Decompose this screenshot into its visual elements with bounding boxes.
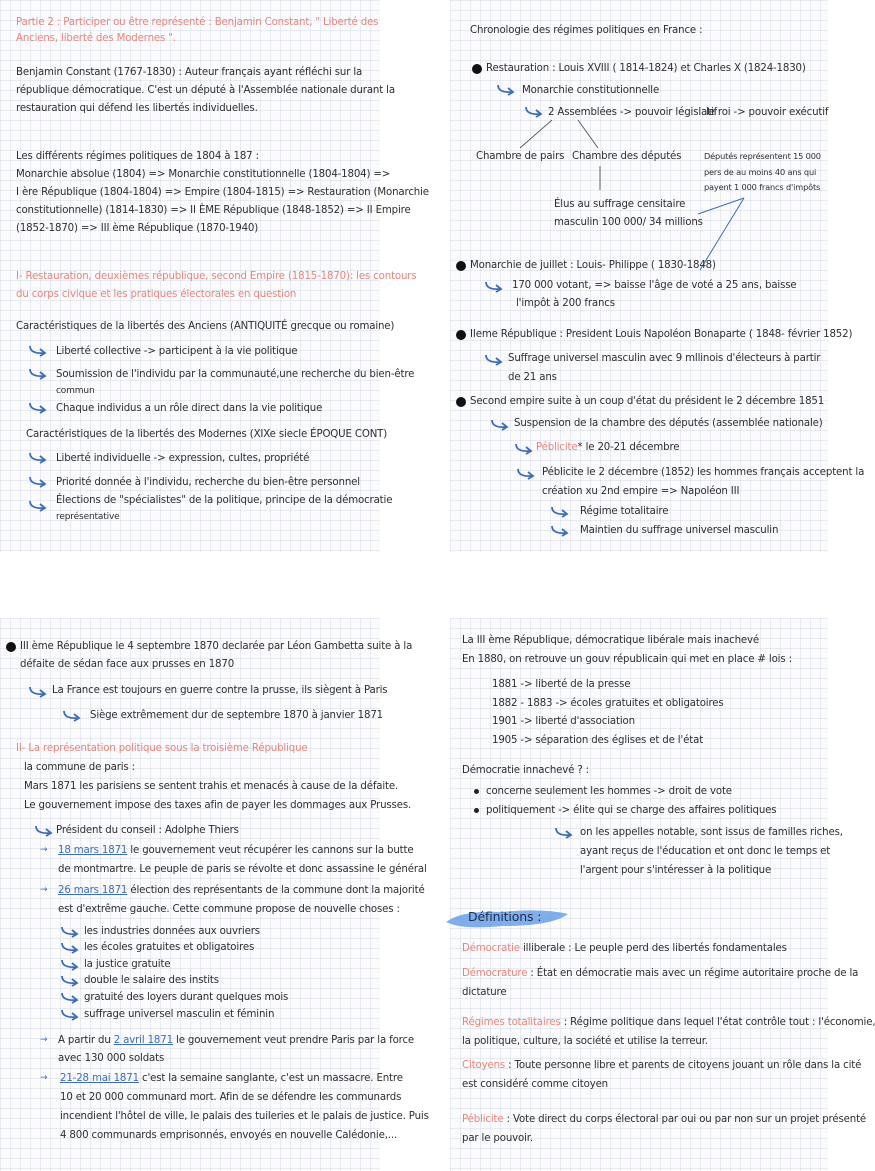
curved-arrow-icon <box>28 402 48 414</box>
curved-arrow-icon <box>60 959 80 971</box>
monarchie-juillet-heading: Monarchie de juillet : Louis- Philippe ( 1830-1848) <box>470 260 716 271</box>
curved-arrow-icon <box>514 443 534 455</box>
definition-text: illiberale : Le peuple perd des libertés fondamentales <box>519 943 787 954</box>
event-18-mars <box>58 844 413 857</box>
curved-arrow-icon <box>550 506 570 518</box>
anciens-item-1: Liberté collective -> participent à la vie politique <box>56 346 298 357</box>
regimes-line2: Monarchie absolue (1804) => Monarchie constitutionnelle (1804-1804) => <box>16 169 391 180</box>
anciens-item-2: Soumission de l'individu par la communauté,une recherche du bien-être <box>56 369 415 380</box>
definition-citoyens <box>462 1059 861 1072</box>
guerre-prusse: La France est toujours en guerre contre la prusse, ils siègent à Paris <box>52 685 388 696</box>
event-2-avril-text: le gouvernement veut prendre Paris par la force <box>172 1035 415 1046</box>
event-2-avril <box>58 1034 414 1047</box>
event-21-mai-line3: incendient l'hôtel de ville, le palais des tuileries et le palais de justice. Puis <box>60 1111 429 1122</box>
definition-text: : Régime politique dans lequel l'état contrôle tout : l'économie, <box>560 1017 875 1028</box>
deux-assemblees: 2 Assemblées -> pouvoir législatif <box>548 107 718 118</box>
small-arrow-icon: → <box>40 1035 48 1045</box>
commune-measure: la justice gratuite <box>84 959 171 970</box>
president-conseil: Président du conseil : Adolphe Thiers <box>56 825 239 836</box>
monarchie-constitutionnelle: Monarchie constitutionnelle <box>522 85 660 96</box>
small-arrow-icon: → <box>40 885 48 895</box>
date-18-mars: 18 mars 1871 <box>58 845 128 856</box>
second-empire-heading: Second empire suite à un coup d'état du président le 2 décembre 1851 <box>470 396 825 407</box>
commune-measure: les écoles gratuites et obligatoires <box>84 942 255 953</box>
iii-intro-line1: La III ème République, démocratique libérale mais inachevé <box>462 635 760 646</box>
loi-item: 1881 -> liberté de la presse <box>492 679 631 690</box>
anciens-title: Caractéristiques de la libertés des Anciens (ANTIQUITÉ grecque ou romaine) <box>16 321 395 332</box>
event-21-mai-line2: 10 et 20 000 communard mort. Afin de se défendre les communards <box>60 1092 402 1103</box>
event-2-avril-prefix: A partir du <box>58 1035 114 1046</box>
commune-measure: gratuité des loyers durant quelques mois <box>84 992 289 1003</box>
curved-arrow-icon <box>28 476 48 488</box>
commune-title: la commune de paris : <box>24 762 135 773</box>
chronologie-title: Chronologie des régimes politiques en France : <box>470 25 703 36</box>
deputes-note-line3: payent 1 000 francs d'impôts <box>704 182 821 192</box>
date-21-28-mai: 21-28 mai 1871 <box>60 1073 139 1084</box>
date-2-avril: 2 avril 1871 <box>113 1035 173 1046</box>
chambre-deputes: Chambre des députés <box>572 151 682 162</box>
definition-term: Démocratie <box>462 943 520 954</box>
notes-page-2 <box>450 0 865 552</box>
curved-arrow-icon <box>60 1009 80 1021</box>
small-arrow-icon: → <box>40 845 48 855</box>
curved-arrow-icon <box>28 686 48 698</box>
notes-page-1 <box>0 0 429 552</box>
event-26-mars-line2: est d'extrême gauche. Cette commune propose de nouvelle choses : <box>58 904 400 915</box>
deputes-note-line1: Députés représentent 15 000 <box>704 151 821 161</box>
modernes-title: Caractéristiques de la libertés des Modernes (XIXe siecle ÉPOQUE CONT) <box>26 429 388 440</box>
anciens-item-2-cont: commun <box>56 386 95 396</box>
mars-line2: Le gouvernement impose des taxes afin de payer les dommages aux Prusses. <box>24 800 412 811</box>
section1-title-line1: I- Restauration, deuxièmes république, second Empire (1815-1870): les contours <box>16 271 417 282</box>
suspension: Suspension de la chambre des députés (assemblée nationale) <box>514 418 823 429</box>
definition-term: Citoyens <box>462 1060 506 1071</box>
elus-line2: masculin 100 000/ 34 millions <box>554 217 703 228</box>
iii-intro-line2: En 1880, on retrouve un gouv républicain qui met en place # lois : <box>462 654 792 665</box>
roi-executif: le roi -> pouvoir exécutif <box>706 107 829 118</box>
votant-line2: l'impôt à 200 francs <box>516 298 615 309</box>
regime-totalitaire: Régime totalitaire <box>580 506 669 517</box>
definition-plebiscite <box>462 1113 866 1126</box>
definition-democratie <box>462 942 787 955</box>
iii-republique-line1: III ème République le 4 septembre 1870 declarée par Léon Gambetta suite à la <box>20 641 413 652</box>
commune-measure: suffrage universel masculin et féminin <box>84 1009 275 1020</box>
event-2-avril-line2: avec 130 000 soldats <box>58 1053 165 1064</box>
deputes-note-line2: pers de au moins 40 ans qui <box>704 167 817 177</box>
definition-democrature-line2: dictature <box>462 987 507 998</box>
part-title-line2: Anciens, liberté des Modernes ". <box>16 33 176 44</box>
curved-arrow-icon <box>28 452 48 464</box>
definition-term: Péblicite <box>462 1114 504 1125</box>
modernes-item-3: Élections de "spécialistes" de la politique, principe de la démocratie <box>56 495 393 506</box>
plebiscite2-line1: Péblicite le 2 décembre (1852) les hommes français acceptent la <box>542 467 865 478</box>
section2-title: II- La représentation politique sous la troisième République <box>16 743 308 754</box>
curved-arrow-icon <box>60 926 80 938</box>
small-arrow-icon: → <box>40 1073 48 1083</box>
commune-measure: double le salaire des instits <box>84 975 219 986</box>
curved-arrow-icon <box>34 825 54 837</box>
notable-line2: ayant reçus de l'éducation et ont donc le temps et <box>580 846 831 857</box>
regimes-title: Les différents régimes politiques de 1804 à 187 : <box>16 151 259 162</box>
curved-arrow-icon <box>550 525 570 537</box>
definition-text: : Toute personne libre et parents de citoyens jouant un rôle dans la cité <box>505 1060 862 1071</box>
regimes-line5: (1852-1870) => III ème République (1870-1940) <box>16 223 259 234</box>
curved-arrow-icon <box>60 992 80 1004</box>
definition-text: : Vote direct du corps électoral par oui ou par non sur un projet présenté <box>503 1114 867 1125</box>
inachevee-bullet-1: concerne seulement les hommes -> droit de vote <box>486 786 732 797</box>
anciens-item-3: Chaque individus a un rôle direct dans la vie politique <box>56 403 323 414</box>
siege-paris: Siège extrêmement dur de septembre 1870 à janvier 1871 <box>90 710 383 721</box>
iie-republique-heading: IIeme République : President Louis Napoléon Bonaparte ( 1848- février 1852) <box>470 329 853 340</box>
plebiscite-date-text: * le 20-21 décembre <box>577 442 680 453</box>
curved-arrow-icon <box>28 345 48 357</box>
part-title-line1: Partie 2 : Participer ou être représenté : Benjamin Constant, " Liberté des <box>16 17 379 28</box>
event-21-mai <box>60 1072 403 1085</box>
regimes-line4: constitutionnelle) (1814-1830) => II ÈME République (1848-1852) => II Empire <box>16 205 411 216</box>
definitions-title: Définitions : <box>468 909 542 924</box>
curved-arrow-icon <box>484 354 504 366</box>
definition-totalitaires-line2: la politique, culture, la société et utilise la terreur. <box>462 1036 708 1047</box>
event-26-mars <box>58 884 425 897</box>
event-18-mars-line2: de montmartre. Le peuple de paris se révolte et donc assassine le général <box>58 864 427 875</box>
plebiscite2-line2: création xu 2nd empire => Napoléon III <box>542 486 740 497</box>
suffrage-line2: de 21 ans <box>508 372 557 383</box>
event-26-mars-text: élection des représentants de la commune dont la majorité <box>127 885 425 896</box>
inachevee-bullet-2: politiquement -> élite qui se charge des affaires politiques <box>486 805 777 816</box>
definition-term: Démocrature <box>462 968 528 979</box>
event-21-mai-line4: 4 800 communards emprisonnés, envoyés en nouvelle Calédonie,... <box>60 1130 398 1141</box>
definition-citoyens-line2: est considéré comme citoyen <box>462 1079 608 1090</box>
curved-arrow-icon <box>62 710 82 722</box>
suffrage-line1: Suffrage universel masculin avec 9 mllinois d'électeurs à partir <box>508 353 821 364</box>
loi-item: 1882 - 1883 -> écoles gratuites et obligatoires <box>492 698 724 709</box>
definition-text: : État en démocratie mais avec un régime autoritaire proche de la <box>527 968 859 979</box>
definition-democrature <box>462 967 858 980</box>
elus-line1: Élus au suffrage censitaire <box>554 199 686 210</box>
section1-title-line2: du corps civique et les pratiques électorales en question <box>16 289 297 300</box>
curved-arrow-icon <box>60 942 80 954</box>
maintien-suffrage: Maintien du suffrage universel masculin <box>580 525 779 536</box>
iii-republique-line2: défaite de sédan face aux prusses en 1870 <box>20 659 235 670</box>
curved-arrow-icon <box>28 500 48 512</box>
curved-arrow-icon <box>554 827 574 839</box>
curved-arrow-icon <box>28 368 48 380</box>
date-26-mars: 26 mars 1871 <box>58 885 128 896</box>
loi-item: 1905 -> séparation des églises et de l'état <box>492 735 704 746</box>
plebiscite-date <box>536 441 679 454</box>
curved-arrow-icon <box>484 281 504 293</box>
notable-line3: l'argent pour s'intéresser à la politique <box>580 865 772 876</box>
curved-arrow-icon <box>490 419 510 431</box>
loi-item: 1901 -> liberté d'association <box>492 716 635 727</box>
commune-measure: les industries données aux ouvriers <box>84 926 260 937</box>
chambre-pairs: Chambre de pairs <box>476 151 565 162</box>
notes-page-4 <box>450 618 875 1171</box>
definition-totalitaires <box>462 1016 875 1029</box>
regimes-line3: I ère République (1804-1804) => Empire (1804-1815) => Restauration (Monarchie <box>16 187 429 198</box>
constant-bio-line1: Benjamin Constant (1767-1830) : Auteur français ayant réfléchi sur la <box>16 67 363 78</box>
definition-term: Régimes totalitaires <box>462 1017 561 1028</box>
curved-arrow-icon <box>60 975 80 987</box>
modernes-item-1: Liberté individuelle -> expression, cultes, propriété <box>56 453 310 464</box>
event-18-mars-text: le gouvernement veut récupérer les cannons sur la butte <box>127 845 414 856</box>
notes-page-3 <box>0 618 429 1171</box>
event-21-mai-text: c'est la semaine sanglante, c'est un massacre. Entre <box>138 1073 403 1084</box>
constant-bio-line2: république démocratique. C'est un député à l'Assemblée nationale durant la <box>16 85 395 96</box>
plebiscite-term: Péblicite <box>536 442 578 453</box>
modernes-item-3-cont: représentative <box>56 512 120 522</box>
notable-line1: on les appelles notable, sont issus de familles riches, <box>580 827 843 838</box>
definition-plebiscite-line2: par le pouvoir. <box>462 1133 533 1144</box>
curved-arrow-icon <box>516 468 536 480</box>
votant-line1: 170 000 votant, => baisse l'âge de voté a 25 ans, baisse <box>512 280 797 291</box>
modernes-item-2: Priorité donnée à l'individu, recherche du bien-être personnel <box>56 477 360 488</box>
mars-line1: Mars 1871 les parisiens se sentent trahis et menacés à cause de la défaite. <box>24 781 399 792</box>
democratie-inachevee-title: Démocratie innachevé ? : <box>462 765 589 776</box>
restauration-heading: Restauration : Louis XVIII ( 1814-1824) et Charles X (1824-1830) <box>486 63 806 74</box>
constant-bio-line3: restauration qui défend les libertés individuelles. <box>16 103 258 114</box>
